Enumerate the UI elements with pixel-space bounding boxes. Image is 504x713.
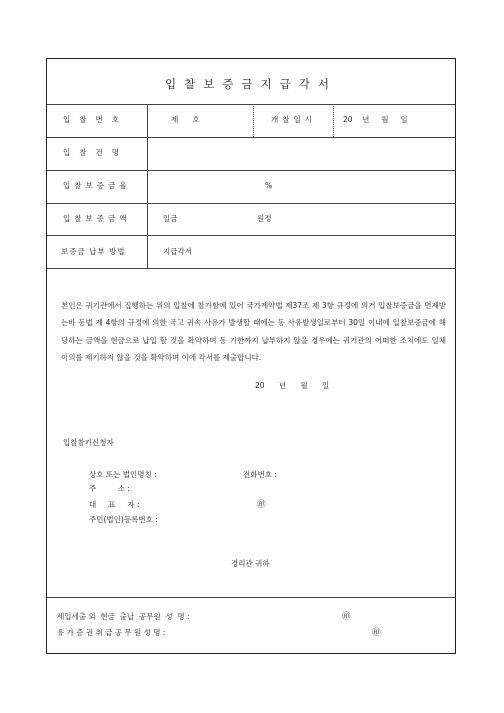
amount-prefix: 일금 (163, 214, 178, 223)
divider (47, 170, 455, 171)
guarantee-rate-unit: % (265, 181, 273, 190)
securities-officer-label: 유 가 증 권 취 급 공 무 원 성 명 : (57, 628, 166, 637)
divider (47, 597, 455, 598)
bid-name-value (157, 148, 447, 158)
guarantee-rate-label: 입찰보증금율 (63, 181, 131, 190)
phone-label: 전화번호 : (243, 470, 277, 479)
bid-name-label: 입찰건명 (63, 148, 128, 157)
securities-officer-seal: ㊞ (372, 628, 381, 638)
divider (47, 104, 455, 105)
opening-date-value: 20 년 월 일 (343, 115, 408, 124)
company-name-label: 상호 또는 법인명칭 : (89, 470, 157, 479)
document-title: 입찰보증금지급각서 (165, 77, 337, 91)
divider (147, 104, 148, 268)
guarantee-amount-label: 입찰보증금액 (63, 214, 131, 223)
cash-officer-seal: ㊞ (342, 612, 351, 622)
opening-date-label: 개찰일시 (271, 115, 316, 124)
cash-officer-label: 세입세출 외 현금 출납 공무원 성 명 : (57, 612, 190, 621)
applicant-heading: 입찰참가신청자 (63, 438, 114, 447)
bid-number-value: 제 호 (171, 115, 200, 124)
registration-number-label: 주민(법인)등록번호 : (89, 515, 158, 524)
amount-suffix: 원정 (257, 214, 272, 223)
divider (333, 104, 334, 137)
divider (47, 137, 455, 138)
date-line: 20 년 월 일 (255, 381, 330, 390)
representative-seal: ㊞ (257, 500, 266, 510)
bid-guarantee-form (46, 58, 456, 654)
payment-method-value: 지급각서 (163, 247, 192, 256)
representative-label: 대 표 자 : (89, 500, 140, 509)
addressee: 경리관 귀하 (231, 559, 270, 568)
divider (47, 235, 455, 236)
bid-number-label: 입찰번호 (63, 115, 128, 124)
divider (47, 268, 455, 269)
statement-paragraph: 본인은 귀기관에서 집행하는 위의 입찰에 참가함에 있어 국가계약법 제37조 제 3항 규정에 의거 입찰보증금을 면제받는바 동법 제 4항의 규정에 의한 국고 귀속 사유가 발생할 때에는 동 사유발생일로부터 30일 이내에 입찰보증금에 해당하는 금액을 현금으로 납입 할 것을 확약하며 동 기한까지 납부하지 않을 경우에는 귀기관의 어떠한 조치에도 일체 이의를 제기하지 않을 것을 확약하며 이에 각서를 제출합니다. (61, 301, 446, 363)
payment-method-label: 보증금 납부 방법 (61, 247, 126, 256)
address-label: 주 소 : (89, 484, 130, 493)
divider (47, 203, 455, 204)
divider (253, 104, 254, 137)
